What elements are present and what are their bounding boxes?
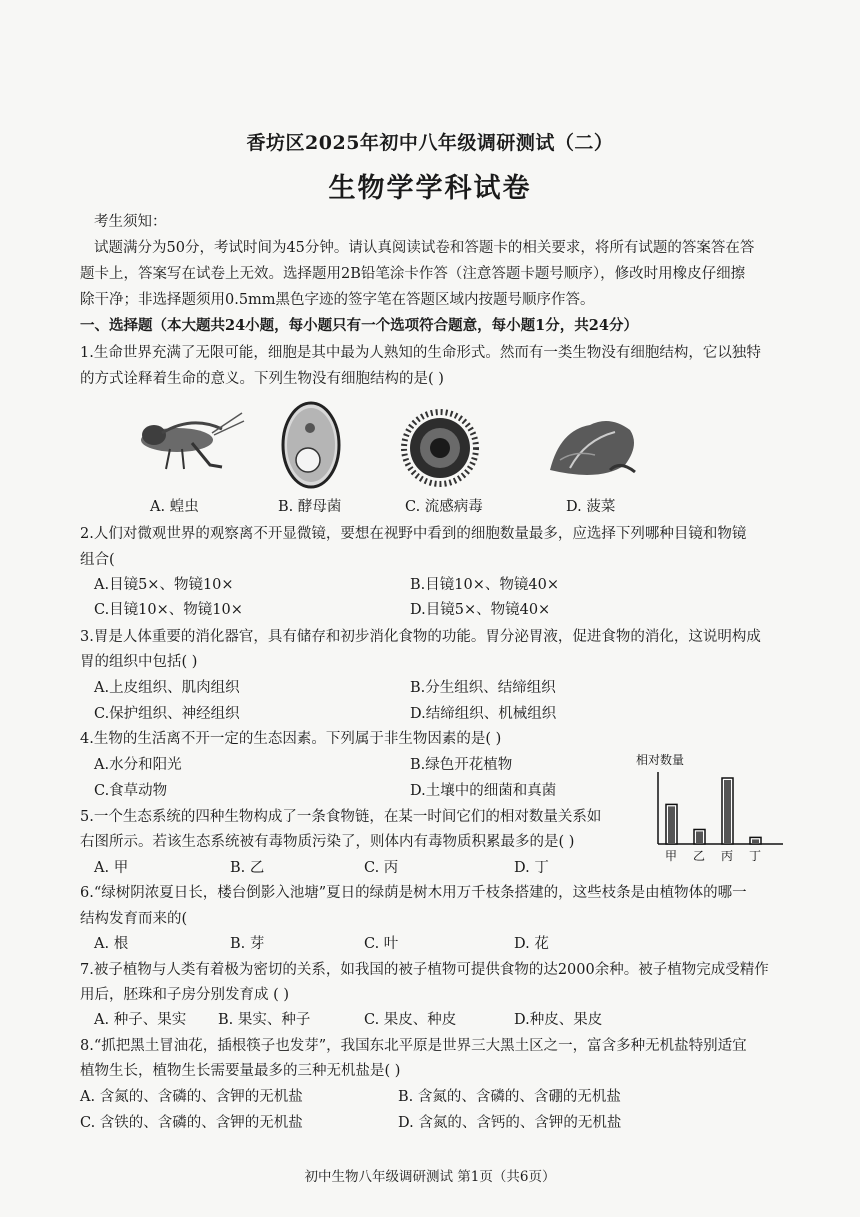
option: B.分生组织、结缔组织	[410, 680, 556, 696]
option: C.目镜10×、物镜10×	[94, 602, 243, 618]
question-text: 植物生长，植物生长需要量最多的三种无机盐是( )	[80, 1063, 401, 1079]
question-text: 右图所示。若该生态系统被有毒物质污染了，则体内有毒物质积累最多的是( )	[80, 834, 575, 850]
bar-chart-svg	[628, 752, 788, 867]
x-tick-label: 乙	[693, 849, 706, 863]
option: D.种皮、果皮	[514, 1012, 603, 1028]
option: C. 叶	[364, 936, 399, 952]
option: D.土壤中的细菌和真菌	[410, 783, 557, 799]
question-text: 6.“绿树阴浓夏日长，楼台倒影入池塘”夏日的绿荫是树木用万千枝条搭建的，这些枝条是由植物体的哪一	[80, 885, 747, 901]
option: A. 根	[94, 936, 129, 952]
x-tick-label: 丙	[721, 849, 734, 863]
option: A.目镜5×、物镜10×	[94, 577, 234, 593]
subject-title: 生物学学科试卷	[328, 173, 532, 204]
question-text: 4.生物的生活离不开一定的生态因素。下列属于非生物因素的是( )	[80, 731, 502, 747]
question-text: 3.胃是人体重要的消化器官，具有储存和初步消化食物的功能。胃分泌胃液，促进食物的消化，这说明构成	[80, 629, 761, 645]
yeast-image	[280, 400, 342, 494]
notice-line: 题卡上，答案写在试卷上无效。选择题用2B铅笔涂卡作答（注意答题卡题号顺序），修改时用橡皮仔细擦	[80, 266, 746, 282]
question-text: 2.人们对微观世界的观察离不开显微镜，要想在视野中看到的细胞数量最多，应选择下列哪种目镜和物镜	[80, 526, 747, 542]
option: A. 甲	[94, 860, 129, 876]
option: A.水分和阳光	[94, 757, 182, 773]
option: C. 丙	[364, 860, 399, 876]
question-text: 1.生命世界充满了无限可能，细胞是其中最为人熟知的生命形式。然而有一类生物没有细胞结构，它以独特	[80, 345, 761, 361]
bar-fill-3	[752, 839, 759, 844]
option: B. 果实、种子	[218, 1012, 311, 1028]
question-text: 组合(	[80, 552, 115, 568]
x-tick-label: 甲	[665, 849, 678, 863]
option: A. 种子、果实	[94, 1012, 187, 1028]
option: D. 菠菜	[566, 499, 616, 515]
option: C. 流感病毒	[405, 499, 483, 515]
option: A. 蝗虫	[150, 499, 199, 515]
influenza-virus-image	[400, 408, 480, 492]
option: B.目镜10×、物镜40×	[410, 577, 559, 593]
food-chain-bar-chart	[628, 752, 788, 871]
option: A.上皮组织、肌肉组织	[94, 680, 240, 696]
option: B. 乙	[230, 860, 265, 876]
option: B.绿色开花植物	[410, 757, 513, 773]
page-footer: 初中生物八年级调研测试 第1页（共6页）	[304, 1169, 556, 1185]
option: C. 含铁的、含磷的、含钾的无机盐	[80, 1115, 303, 1131]
x-tick-label: 丁	[749, 849, 762, 863]
bar-fill-0	[668, 806, 675, 844]
spinach-image	[540, 410, 645, 489]
option: D.目镜5×、物镜40×	[410, 602, 551, 618]
option: D. 含氮的、含钙的、含钾的无机盐	[398, 1115, 622, 1131]
section-heading: 一、选择题（本大题共24小题，每小题只有一个选项符合题意，每小题1分，共24分）	[80, 317, 638, 334]
option: A. 含氮的、含磷的、含钾的无机盐	[80, 1089, 303, 1105]
option: D. 丁	[514, 860, 549, 876]
locust-image	[132, 405, 247, 479]
option: C. 果皮、种皮	[364, 1012, 457, 1028]
option: C.保护组织、神经组织	[94, 706, 240, 722]
option: B. 芽	[230, 936, 265, 952]
option: C.食草动物	[94, 783, 168, 799]
question-text: 7.被子植物与人类有着极为密切的关系，如我国的被子植物可提供食物的达2000余种。被子植物完成受精作	[80, 962, 769, 978]
option: D.结缔组织、机械组织	[410, 706, 557, 722]
option: B. 酵母菌	[278, 499, 342, 515]
question-text: 结构发育而来的(	[80, 911, 188, 927]
exam-title: 香坊区2025年初中八年级调研测试（二）	[246, 132, 614, 154]
bar-fill-1	[696, 831, 703, 844]
question-text: 胃的组织中包括( )	[80, 654, 198, 670]
notice-line: 试题满分为50分，考试时间为45分钟。请认真阅读试卷和答题卡的相关要求，将所有试题的答案答在答	[94, 240, 755, 256]
question-text: 用后，胚珠和子房分别发育成 ( )	[80, 987, 290, 1003]
chart-ylabel: 相对数量	[636, 753, 685, 767]
bar-fill-2	[724, 780, 731, 844]
question-text: 5.一个生态系统的四种生物构成了一条食物链，在某一时间它们的相对数量关系如	[80, 809, 602, 825]
question-text: 的方式诠释着生命的意义。下列生物没有细胞结构的是( )	[80, 371, 444, 387]
question-text: 8.“抓把黑土冒油花，插根筷子也发芽”，我国东北平原是世界三大黑土区之一，富含多种无机盐特别适宜	[80, 1038, 747, 1054]
notice-label: 考生须知：	[94, 214, 167, 230]
notice-line: 除干净；非选择题须用0.5mm黑色字迹的签字笔在答题区域内按题号顺序作答。	[80, 292, 595, 308]
option: D. 花	[514, 936, 549, 952]
option: B. 含氮的、含磷的、含硼的无机盐	[398, 1089, 621, 1105]
